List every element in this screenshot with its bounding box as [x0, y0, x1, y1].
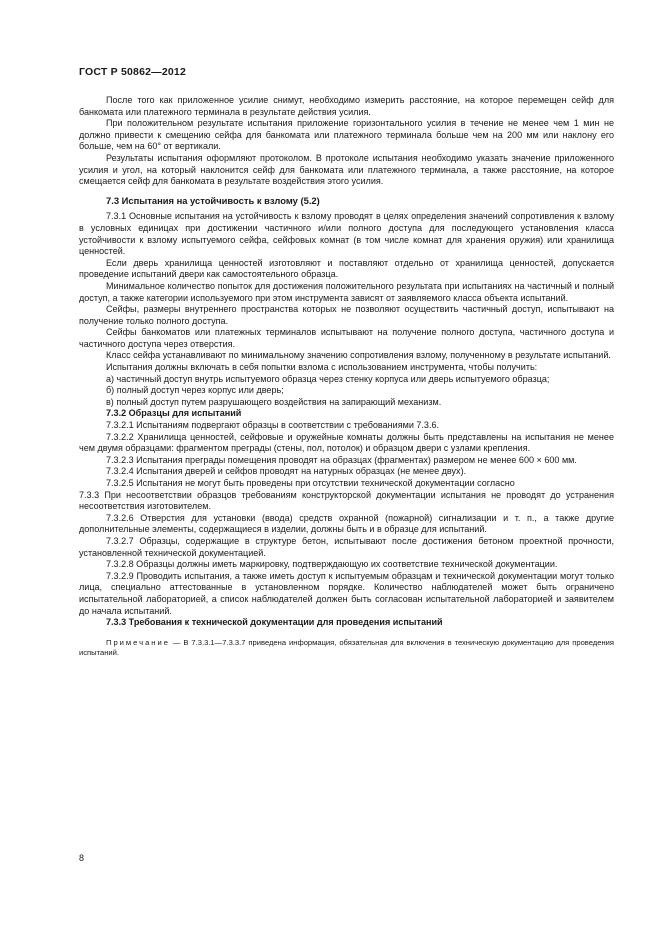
paragraph-7-3-2-5-continued: 7.3.3 При несоответствии образцов требованиям конструкторской документации испытания не проводят до устранения несоответствия изготовителем.: [79, 489, 614, 512]
note: [79, 638, 614, 658]
subsection-heading-7-3-2: 7.3.2 Образцы для испытаний: [106, 408, 242, 419]
paragraph-tests-include: Испытания должны включать в себя попытки взлома с использованием инструмента, чтобы получить:: [106, 362, 538, 373]
subsection-heading-7-3-3: 7.3.3 Требования к технической документации для проведения испытаний: [106, 617, 443, 628]
paragraph-7-3-1: 7.3.1 Основные испытания на устойчивость к взлому проводят в целях определения значений сопротивления к взлому в условных единицах при достижении частичного и/или полного доступа для последующего установления класса устойчивости к взлому испытуемого сейфа, сейфовых комнат (в том числе комнат для хранения оружия) или хранилища ценностей.: [79, 211, 614, 257]
paragraph-min-attempts: Минимальное количество попыток для достижения положительного результата при испытаниях на частичный и полный доступ, а также категории используемого при этом инструмента зависят от заявляемого класса объекта испытаний.: [79, 280, 614, 303]
paragraph-small-safes: Сейфы, размеры внутреннего пространства которых не позволяют осуществить частичный доступ, испытывают на получение только полного доступа.: [79, 304, 614, 326]
paragraph-7-3-2-3: 7.3.2.3 Испытания преграды помещения проводят на образцах (фрагментах) размером не менее 600 × 600 мм.: [106, 454, 577, 465]
paragraph-7-3-2-6: 7.3.2.6 Отверстия для установки (ввода) средств охранной (пожарной) сигнализации и т. п., а также другие дополнительные элементы, содержащиеся в изделии, должны быть и в образце для испытаний.: [79, 512, 614, 535]
document-body: [79, 95, 614, 658]
note-text: — В 7.3.3.1—7.3.3.7 приведена информация, обязательная для включения в техническую документацию для проведения испытаний.: [79, 637, 614, 657]
paragraph-7-3-2-4: 7.3.2.4 Испытания дверей и сейфов проводят на натурных образцах (не менее двух).: [106, 466, 467, 477]
list-item-a: а) частичный доступ внутрь испытуемого образца через стенку корпуса или дверь испытуемого образца;: [106, 373, 550, 384]
paragraph-7-3-2-2: 7.3.2.2 Хранилища ценностей, сейфовые и оружейные комнаты должны быть представлены на испытания не менее чем двумя образцами: фрагментом преграды (стены, пол, потолок) и образцом двери с узлами крепления.: [79, 431, 614, 454]
paragraph-safe-class: Класс сейфа устанавливают по минимальному значению сопротивления взлому, полученному в результате испытаний.: [106, 350, 611, 361]
paragraph-7-3-2-8: 7.3.2.8 Образцы должны иметь маркировку, подтверждающую их соответствие технической документации.: [106, 559, 558, 570]
paragraph-7-3-2-5: 7.3.2.5 Испытания не могут быть проведены при отсутствии технической документации согласно: [106, 478, 515, 488]
section-heading-7-3: 7.3 Испытания на устойчивость к взлому (5.2): [106, 194, 320, 206]
page-number: 8: [79, 853, 85, 863]
note-label: Примечание: [106, 637, 170, 647]
paragraph-vault-door: Если дверь хранилища ценностей изготовляют и поставляют отдельно от хранилища ценностей, допускается проведение испытаний двери как самостоятельного образца.: [79, 257, 614, 280]
list-item-v: в) полный доступ путем разрушающего воздействия на запирающий механизм.: [106, 396, 442, 407]
paragraph-atm-safes: Сейфы банкоматов или платежных терминалов испытывают на получение полного доступа, частичного доступа и частичного доступа через отверстия.: [79, 327, 614, 349]
paragraph-7-3-2-1: 7.3.2.1 Испытаниям подвергают образцы в соответствии с требованиями 7.3.6.: [106, 420, 440, 431]
document-header: ГОСТ Р 50862—2012: [79, 66, 187, 78]
paragraph-7-3-2-7: 7.3.2.7 Образцы, содержащие в структуре бетон, испытывают после достижения бетоном проектной прочности, установленной технической документацией.: [79, 535, 614, 558]
paragraph-displacement: После того как приложенное усилие снимут, необходимо измерить расстояние, на которое перемещен сейф для банкомата или платежного терминала в результате действия усилия.: [79, 95, 614, 117]
list-item-b: б) полный доступ через корпус или дверь;: [106, 385, 284, 396]
paragraph-7-3-2-9: 7.3.2.9 Проводить испытания, а также иметь доступ к испытуемым образцам и технической документации могут только лица, специально аттестованные в установленном порядке. Количество наблюдателей может быть ограничено испытательной лабораторией, а список наблюдателей должен быть согласован испытательной лабораторией и заявителем до начала испытаний.: [79, 570, 614, 616]
paragraph-protocol: Результаты испытания оформляют протоколом. В протоколе испытания необходимо указать значение приложенного усилия и угол, на который наклонится сейф для банкомата или платежного терминала, а также расстояние, на которое смещается сейф для банкомата в результате воздействия этого усилия.: [79, 152, 614, 187]
paragraph-positive-result: При положительном результате испытания приложение горизонтального усилия в течение не менее чем 1 мин не должно привести к смещению сейфа для банкомата или платежного терминала больше чем на 200 мм или наклону его больше, чем на 60° от вертикали.: [79, 118, 614, 152]
